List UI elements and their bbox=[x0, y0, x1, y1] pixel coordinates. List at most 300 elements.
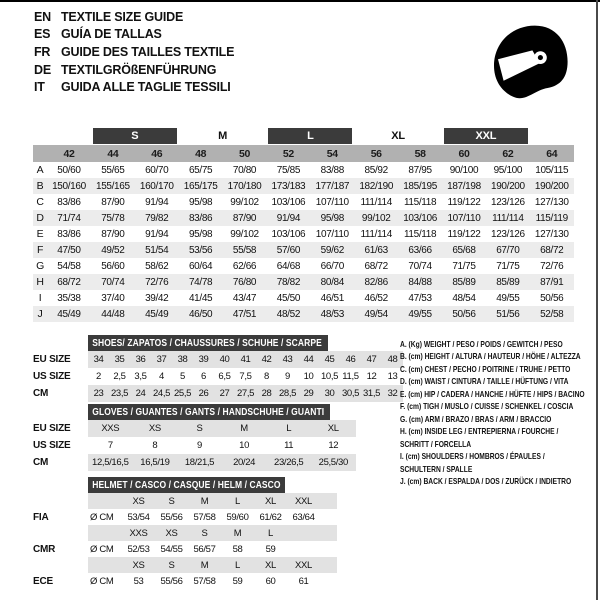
shoe-eu-size: 47 bbox=[366, 354, 377, 365]
measure-cell: 64/68 bbox=[276, 260, 301, 272]
shoe-us-size: 2 bbox=[96, 371, 101, 382]
helmet-size-label: S bbox=[168, 495, 175, 507]
measure-cell: 49/52 bbox=[101, 244, 125, 256]
measure-cell: 115/118 bbox=[403, 196, 437, 208]
measure-cell: 87/91 bbox=[540, 276, 564, 288]
table-row-h bbox=[33, 274, 574, 290]
measure-cell: 50/56 bbox=[540, 292, 564, 304]
glove-cm-size: 18/21,5 bbox=[184, 457, 215, 468]
size-number: 54 bbox=[326, 147, 338, 160]
measure-cell: 83/86 bbox=[188, 212, 213, 224]
gloves-title: GLOVES / GUANTES / GANTS / HANDSCHUHE / GUANTI bbox=[92, 406, 325, 418]
shoe-eu-size: 41 bbox=[240, 354, 251, 365]
measure-cell: 68/72 bbox=[57, 276, 81, 288]
measure-cell: 52/58 bbox=[540, 308, 564, 320]
language-code: EN bbox=[34, 9, 51, 24]
size-number-row bbox=[33, 145, 574, 162]
legend-line: B. (cm) HEIGHT / ALTURA / HAUTEUR / HÖHE / ALTEZZA bbox=[400, 351, 581, 362]
measure-cell: 68/72 bbox=[540, 244, 564, 256]
row-spacer bbox=[33, 525, 88, 541]
measure-cell: 46/50 bbox=[188, 308, 213, 320]
size-group-l: L bbox=[268, 128, 352, 144]
helmet-cm-value: 57/58 bbox=[193, 511, 216, 523]
measure-cell: 103/106 bbox=[403, 212, 437, 224]
legend-line: SCHRITT / FORCELLA bbox=[400, 438, 472, 449]
measure-cell: 71/74 bbox=[57, 212, 81, 224]
table-row-j bbox=[33, 306, 574, 322]
language-code: ES bbox=[34, 27, 51, 42]
glove-us-size: 9 bbox=[197, 440, 202, 451]
gloves-header-bar bbox=[88, 404, 330, 420]
measure-cell: 155/165 bbox=[95, 180, 130, 192]
measure-cell: 91/94 bbox=[145, 196, 169, 208]
helmet-cm-value: 61 bbox=[298, 575, 309, 587]
glove-eu-size: XS bbox=[148, 423, 161, 434]
shoe-cm-size: 23,5 bbox=[110, 388, 129, 399]
fia-sizes-row bbox=[33, 493, 337, 509]
measure-cell: 76/80 bbox=[232, 276, 257, 288]
measure-cell: 45/49 bbox=[145, 308, 169, 320]
helmet-size-label: XXL bbox=[295, 559, 312, 571]
measure-cell: 72/76 bbox=[540, 260, 564, 272]
language-title: GUIDA ALLE TAGLIE TESSILI bbox=[61, 80, 231, 95]
measure-cell: 50/56 bbox=[452, 308, 476, 320]
helmet-cm-value: 59/60 bbox=[226, 511, 249, 523]
measure-cell: 66/70 bbox=[320, 260, 344, 272]
shoe-us-size: 6,5 bbox=[218, 371, 231, 382]
row-letter: C bbox=[36, 196, 44, 208]
measure-cell: 83/86 bbox=[57, 228, 81, 240]
measure-cell: 71/75 bbox=[452, 260, 476, 272]
diameter-cm-label: Ø CM bbox=[90, 575, 114, 587]
shoe-eu-size: 46 bbox=[345, 354, 356, 365]
size-number: 62 bbox=[502, 147, 514, 160]
measure-cell: 45/50 bbox=[276, 292, 301, 304]
row-spacer bbox=[33, 557, 88, 573]
helmet-size-label: XS bbox=[132, 559, 145, 571]
measure-cell: 83/88 bbox=[320, 164, 344, 176]
shoe-eu-size: 39 bbox=[198, 354, 209, 365]
glove-eu-size: XXS bbox=[101, 423, 120, 434]
glove-eu-size: XL bbox=[327, 423, 339, 434]
fia-label: FIA bbox=[33, 511, 49, 523]
shoe-us-size: 6 bbox=[201, 371, 206, 382]
helmet-size-label: S bbox=[201, 527, 208, 539]
measure-cell: 59/62 bbox=[320, 244, 344, 256]
measure-cell: 35/38 bbox=[57, 292, 81, 304]
measure-cell: 65/68 bbox=[452, 244, 476, 256]
cm-label: CM bbox=[33, 457, 49, 468]
helmet-size-label: XS bbox=[132, 495, 145, 507]
helmet-header-bar bbox=[88, 477, 285, 493]
measure-cell: 190/200 bbox=[534, 180, 569, 192]
cmr-label: CMR bbox=[33, 543, 56, 555]
measure-cell: 87/95 bbox=[408, 164, 432, 176]
glove-us-size: 11 bbox=[284, 440, 294, 451]
right-border-line bbox=[596, 0, 598, 600]
gloves-us-row bbox=[33, 437, 356, 454]
measure-cell: 51/54 bbox=[145, 244, 169, 256]
measure-cell: 103/106 bbox=[271, 228, 306, 240]
measure-cell: 95/100 bbox=[493, 164, 523, 176]
glove-eu-size: S bbox=[196, 423, 203, 434]
us-size-label: US SIZE bbox=[33, 371, 71, 382]
shoe-us-size: 13 bbox=[387, 371, 398, 382]
measure-cell: 87/90 bbox=[101, 228, 125, 240]
shoe-cm-size: 23 bbox=[93, 388, 104, 399]
row-letter: F bbox=[36, 244, 44, 256]
glove-cm-size: 23/26,5 bbox=[274, 457, 304, 468]
glove-cm-size: 20/24 bbox=[233, 457, 256, 468]
helmet-cm-value: 58 bbox=[232, 543, 243, 555]
glove-us-size: 7 bbox=[107, 440, 113, 451]
shoe-cm-size: 26 bbox=[198, 388, 209, 399]
language-row bbox=[34, 43, 234, 61]
size-number: 58 bbox=[414, 147, 426, 160]
measure-cell: 60/70 bbox=[145, 164, 169, 176]
measure-cell: 70/80 bbox=[232, 164, 257, 176]
table-row-f bbox=[33, 242, 574, 258]
shoe-us-size: 4 bbox=[159, 371, 164, 382]
measure-cell: 50/60 bbox=[57, 164, 81, 176]
measure-cell: 46/51 bbox=[320, 292, 344, 304]
legend-line: J. (cm) BACK / ESPALDA / DOS / ZURÜCK / INDIETRO bbox=[400, 475, 572, 486]
helmet-cm-value: 59 bbox=[265, 543, 276, 555]
helmet-cm-value: 56/57 bbox=[193, 543, 216, 555]
glove-cm-size: 25,5/30 bbox=[318, 457, 348, 468]
shoe-cm-size: 29 bbox=[303, 388, 314, 399]
racing-helmet-graphic bbox=[490, 14, 570, 106]
measure-cell: 61/63 bbox=[364, 244, 388, 256]
shoes-header-bar bbox=[88, 335, 328, 351]
measure-cell: 47/51 bbox=[232, 308, 257, 320]
helmet-cm-value: 55/56 bbox=[160, 575, 183, 587]
measure-cell: 75/78 bbox=[101, 212, 125, 224]
legend-line: E. (cm) HIP / CADERA / HANCHE / HÜFTE / HIPS / BACINO bbox=[400, 388, 585, 399]
glove-eu-size: M bbox=[240, 423, 248, 434]
table-row-b bbox=[33, 178, 574, 194]
eu-size-label: EU SIZE bbox=[33, 423, 71, 434]
shoes-us-row bbox=[33, 368, 403, 385]
measure-cell: 95/98 bbox=[188, 228, 213, 240]
measure-cell: 53/56 bbox=[188, 244, 213, 256]
cmr-sizes-row bbox=[33, 525, 337, 541]
size-number: 56 bbox=[370, 147, 382, 160]
size-group-m: M bbox=[218, 130, 228, 142]
diameter-cm-label: Ø CM bbox=[90, 511, 114, 523]
shoe-us-size: 8 bbox=[264, 371, 269, 382]
racing-helmet-icon bbox=[490, 14, 570, 106]
measure-cell: 80/84 bbox=[320, 276, 344, 288]
shoe-eu-size: 40 bbox=[219, 354, 230, 365]
ece-values-row bbox=[33, 573, 337, 589]
measure-cell: 99/102 bbox=[361, 212, 391, 224]
table-row-a bbox=[33, 162, 574, 178]
us-size-label: US SIZE bbox=[33, 440, 71, 451]
cmr-values-row bbox=[33, 541, 337, 557]
corner-spacer bbox=[33, 145, 47, 162]
shoe-eu-size: 42 bbox=[261, 354, 272, 365]
shoes-eu-row bbox=[33, 351, 403, 368]
shoe-cm-size: 25,5 bbox=[173, 388, 192, 399]
measure-cell: 62/66 bbox=[232, 260, 257, 272]
measure-cell: 72/76 bbox=[145, 276, 169, 288]
helmet-cm-value: 55/56 bbox=[160, 511, 183, 523]
measure-cell: 85/89 bbox=[452, 276, 476, 288]
helmet-size-label: XXL bbox=[295, 495, 312, 507]
legend-line: SCHULTERN / SPALLE bbox=[400, 463, 473, 474]
legend-line: D. (cm) WAIST / CINTURA / TAILLE / HÜFTUNG / VITA bbox=[400, 376, 569, 387]
measure-cell: 123/126 bbox=[491, 196, 525, 208]
shoe-cm-size: 24 bbox=[135, 388, 146, 399]
row-letter: D bbox=[36, 212, 44, 224]
shoes-title: SHOES/ ZAPATOS / CHAUSSURES / SCHUHE / SCARPE bbox=[92, 337, 322, 349]
table-row-i bbox=[33, 290, 574, 306]
eu-size-label: EU SIZE bbox=[33, 354, 71, 365]
helmet-size-label: XXS bbox=[129, 527, 148, 539]
measure-cell: 57/60 bbox=[276, 244, 301, 256]
shoe-cm-size: 28,5 bbox=[278, 388, 297, 399]
shoe-cm-size: 27,5 bbox=[236, 388, 255, 399]
helmet-size-label: M bbox=[233, 527, 242, 539]
measure-cell: 115/118 bbox=[403, 228, 437, 240]
language-code: IT bbox=[34, 80, 45, 95]
measure-cell: 82/86 bbox=[364, 276, 388, 288]
measure-cell: 41/45 bbox=[188, 292, 213, 304]
size-group-xl: XL bbox=[391, 130, 405, 142]
measure-cell: 84/88 bbox=[408, 276, 432, 288]
helmet-size-label: XS bbox=[165, 527, 178, 539]
helmet-size-label: M bbox=[200, 559, 209, 571]
row-letter: A bbox=[36, 164, 44, 176]
helmet-size-label: XL bbox=[265, 559, 276, 571]
measure-cell: 79/82 bbox=[145, 212, 169, 224]
shoe-us-size: 3,5 bbox=[134, 371, 147, 382]
row-letter: B bbox=[36, 180, 44, 192]
helmet-size-label: S bbox=[168, 559, 175, 571]
legend-line: A. (Kg) WEIGHT / PESO / POIDS / GEWITCH / PESO bbox=[400, 339, 563, 349]
measure-cell: 44/48 bbox=[101, 308, 125, 320]
measure-cell: 49/54 bbox=[364, 308, 388, 320]
shoe-us-size: 9 bbox=[285, 371, 290, 382]
measure-cell: 60/64 bbox=[188, 260, 213, 272]
gloves-cm-row bbox=[33, 454, 356, 471]
measure-cell: 85/92 bbox=[364, 164, 388, 176]
measure-cell: 55/65 bbox=[101, 164, 125, 176]
measure-cell: 123/126 bbox=[491, 228, 525, 240]
measure-cell: 48/54 bbox=[452, 292, 476, 304]
helmet-size-label: M bbox=[200, 495, 209, 507]
gloves-eu-row bbox=[33, 420, 356, 437]
measure-cell: 63/66 bbox=[408, 244, 432, 256]
shoes-size-table bbox=[33, 335, 403, 402]
measure-cell: 119/122 bbox=[447, 228, 481, 240]
measure-cell: 182/190 bbox=[359, 180, 394, 192]
size-number: 52 bbox=[282, 147, 294, 160]
shoe-cm-size: 30 bbox=[324, 388, 335, 399]
size-number: 64 bbox=[546, 147, 558, 160]
gloves-size-table bbox=[33, 404, 356, 471]
helmet-cm-value: 52/53 bbox=[127, 543, 150, 555]
helmet-size-label: L bbox=[235, 495, 240, 507]
top-border-line bbox=[0, 0, 600, 2]
measure-cell: 51/56 bbox=[496, 308, 520, 320]
row-letter: H bbox=[36, 276, 44, 288]
measure-cell: 107/110 bbox=[315, 196, 349, 208]
measure-cell: 49/55 bbox=[496, 292, 520, 304]
measure-cell: 185/195 bbox=[403, 180, 437, 192]
glove-us-size: 12 bbox=[328, 440, 339, 451]
measure-cell: 115/119 bbox=[535, 212, 568, 224]
helmet-cm-value: 59 bbox=[232, 575, 243, 587]
ece-label: ECE bbox=[33, 575, 53, 587]
measure-cell: 78/82 bbox=[276, 276, 301, 288]
shoe-eu-size: 44 bbox=[303, 354, 314, 365]
shoe-us-size: 12 bbox=[366, 371, 377, 382]
language-code: DE bbox=[34, 62, 51, 77]
fia-values-row bbox=[33, 509, 337, 525]
measure-cell: 111/114 bbox=[360, 196, 392, 208]
measure-cell: 74/78 bbox=[188, 276, 213, 288]
measure-cell: 48/52 bbox=[276, 308, 301, 320]
measure-cell: 99/102 bbox=[230, 196, 259, 208]
measure-cell: 47/50 bbox=[57, 244, 81, 256]
size-number: 48 bbox=[195, 147, 207, 160]
measure-cell: 46/52 bbox=[364, 292, 388, 304]
measure-cell: 190/200 bbox=[491, 180, 525, 192]
table-row-e bbox=[33, 226, 574, 242]
helmet-cm-value: 60 bbox=[265, 575, 276, 587]
shoe-us-size: 2,5 bbox=[113, 371, 126, 382]
language-title: GUIDE DES TAILLES TEXTILE bbox=[61, 44, 235, 59]
glove-us-size: 8 bbox=[152, 440, 158, 451]
measure-cell: 70/74 bbox=[408, 260, 432, 272]
shoe-eu-size: 43 bbox=[282, 354, 293, 365]
shoe-cm-size: 27 bbox=[219, 388, 230, 399]
measure-cell: 71/75 bbox=[496, 260, 520, 272]
measure-cell: 70/74 bbox=[101, 276, 125, 288]
shoe-us-size: 7,5 bbox=[239, 371, 252, 382]
measure-cell: 83/86 bbox=[57, 196, 81, 208]
size-number: 42 bbox=[63, 147, 75, 160]
size-group-xxl: XXL bbox=[444, 128, 528, 144]
shoe-eu-size: 37 bbox=[156, 354, 167, 365]
helmet-cm-value: 57/58 bbox=[193, 575, 216, 587]
shoe-us-size: 10 bbox=[303, 371, 314, 382]
measure-cell: 111/114 bbox=[360, 228, 392, 240]
shoe-cm-size: 28 bbox=[261, 388, 272, 399]
row-spacer bbox=[33, 493, 88, 509]
shoe-cm-size: 30,5 bbox=[341, 388, 360, 399]
shoes-cm-row bbox=[33, 385, 403, 402]
measure-cell: 99/102 bbox=[230, 228, 259, 240]
helmet-title: HELMET / CASCO / CASQUE / HELM / CASCO bbox=[92, 479, 281, 491]
helmet-cm-value: 63/64 bbox=[292, 511, 315, 523]
row-letter: I bbox=[38, 292, 42, 304]
shoe-eu-size: 38 bbox=[177, 354, 188, 365]
helmet-size-label: L bbox=[235, 559, 240, 571]
table-row-c bbox=[33, 194, 574, 210]
measure-cell: 105/115 bbox=[535, 164, 569, 176]
shoe-us-size: 5 bbox=[180, 371, 185, 382]
language-title: TEXTILE SIZE GUIDE bbox=[61, 9, 184, 24]
helmet-cm-value: 61/62 bbox=[259, 511, 282, 523]
measure-cell: 177/187 bbox=[315, 180, 350, 192]
row-letter: E bbox=[36, 228, 44, 240]
measure-cell: 43/47 bbox=[232, 292, 257, 304]
measure-cell: 91/94 bbox=[276, 212, 301, 224]
measure-cell: 111/114 bbox=[492, 212, 524, 224]
measure-cell: 39/42 bbox=[145, 292, 169, 304]
measure-cell: 58/62 bbox=[145, 260, 169, 272]
unit-spacer bbox=[88, 493, 122, 509]
legend-line: I. (cm) SHOULDERS / HOMBROS / ÉPAULES / bbox=[400, 451, 545, 462]
measure-cell: 85/89 bbox=[496, 276, 520, 288]
measure-cell: 103/106 bbox=[271, 196, 306, 208]
shoe-cm-size: 24,5 bbox=[152, 388, 171, 399]
helmet-size-label: L bbox=[268, 527, 273, 539]
glove-us-size: 10 bbox=[239, 440, 250, 451]
cm-label: CM bbox=[33, 388, 49, 399]
textile-size-table bbox=[33, 128, 574, 322]
measure-cell: 119/122 bbox=[447, 196, 481, 208]
shoe-us-size: 11,5 bbox=[342, 371, 359, 382]
measure-cell: 47/53 bbox=[408, 292, 432, 304]
measure-cell: 127/130 bbox=[534, 228, 569, 240]
shoe-us-size: 10,5 bbox=[320, 371, 339, 382]
measure-cell: 173/183 bbox=[271, 180, 306, 192]
size-number: 46 bbox=[151, 147, 163, 160]
measure-cell: 54/58 bbox=[57, 260, 81, 272]
measure-cell: 160/170 bbox=[139, 180, 174, 192]
helmet-cm-value: 53/54 bbox=[127, 511, 150, 523]
unit-spacer bbox=[88, 557, 122, 573]
measure-cell: 95/98 bbox=[320, 212, 344, 224]
measure-cell: 165/175 bbox=[183, 180, 218, 192]
measure-cell: 55/58 bbox=[232, 244, 257, 256]
glove-cm-size: 16,5/19 bbox=[140, 457, 170, 468]
ece-sizes-row bbox=[33, 557, 337, 573]
legend-line: C. (cm) CHEST / PECHO / POITRINE / TRUHE / PETTO bbox=[400, 363, 571, 374]
measure-cell: 75/85 bbox=[276, 164, 301, 176]
size-number: 44 bbox=[107, 147, 119, 160]
measure-cell: 56/60 bbox=[101, 260, 125, 272]
shoe-eu-size: 35 bbox=[114, 354, 125, 365]
helmet-size-table bbox=[33, 477, 337, 589]
language-row bbox=[34, 8, 234, 26]
row-letter: J bbox=[37, 308, 43, 320]
measure-cell: 170/180 bbox=[227, 180, 262, 192]
size-number: 50 bbox=[239, 147, 250, 160]
measure-cell: 187/198 bbox=[447, 180, 481, 192]
language-title-list bbox=[34, 8, 234, 96]
table-row-g bbox=[33, 258, 574, 274]
glove-cm-size: 12,5/16,5 bbox=[92, 457, 129, 468]
helmet-size-label: XL bbox=[265, 495, 276, 507]
size-group-row bbox=[33, 128, 574, 144]
shoe-eu-size: 48 bbox=[387, 354, 398, 365]
size-group-s: S bbox=[93, 128, 177, 144]
legend-line: H. (cm) INSIDE LEG / ENTREPIERNA / FOURCHE / bbox=[400, 426, 559, 437]
shoe-cm-size: 31,5 bbox=[362, 388, 381, 399]
measure-cell: 45/49 bbox=[57, 308, 81, 320]
language-row bbox=[34, 61, 234, 79]
language-title: GUÍA DE TALLAS bbox=[61, 27, 162, 42]
shoe-cm-size: 32 bbox=[387, 388, 398, 399]
language-row bbox=[34, 78, 234, 96]
diameter-cm-label: Ø CM bbox=[90, 543, 114, 555]
measure-cell: 37/40 bbox=[101, 292, 125, 304]
